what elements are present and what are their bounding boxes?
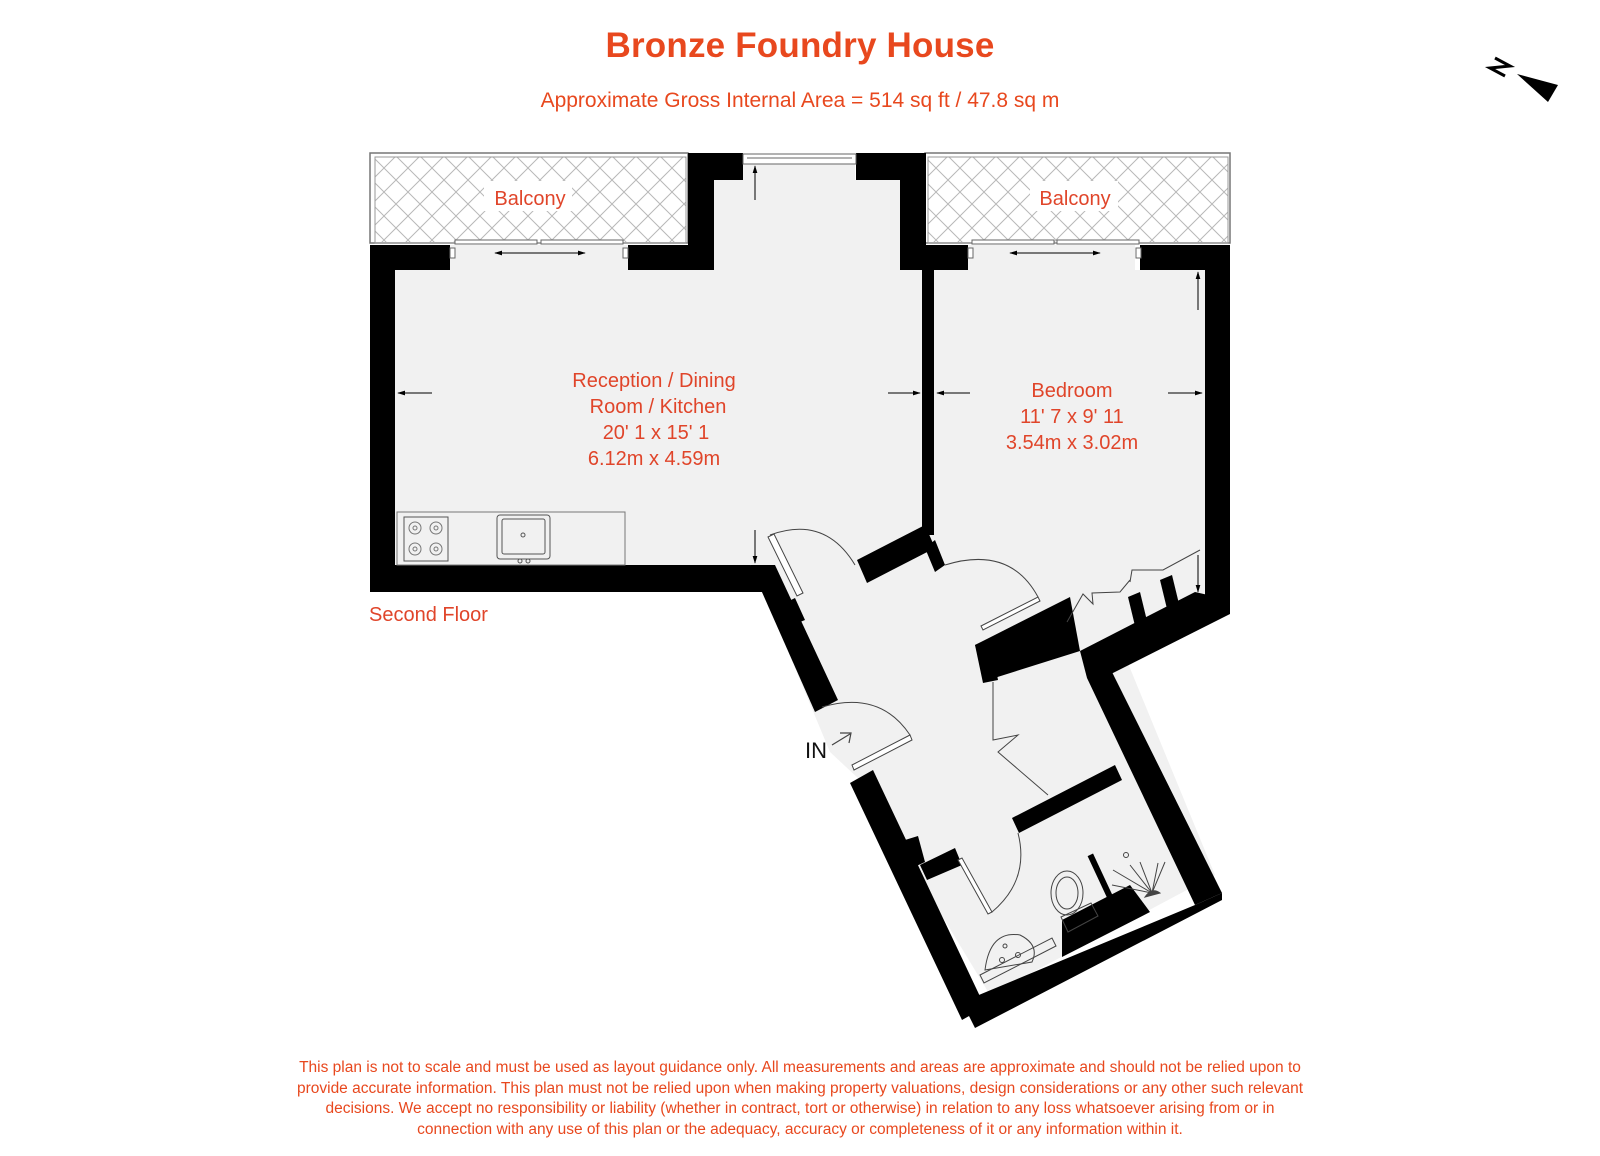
gross-internal-area: Approximate Gross Internal Area = 514 sq ft / 47.8 sq m — [540, 89, 1060, 112]
north-arrow-icon — [1490, 58, 1558, 102]
property-title: Bronze Foundry House — [605, 26, 995, 65]
reception-label-line1: Reception / Dining — [572, 370, 736, 392]
balcony-right-label: Balcony — [1039, 188, 1111, 210]
floor-label: Second Floor — [369, 604, 488, 626]
bedroom-dimensions-metric: 3.54m x 3.02m — [1005, 432, 1139, 454]
bedroom-dimensions-imperial: 11' 7 x 9' 11 — [1020, 406, 1124, 428]
balcony-left-label: Balcony — [494, 188, 566, 210]
disclaimer-line: provide accurate information. This plan must not be relied upon when making property valuations, design considerations or any other such relevant — [296, 1079, 1304, 1097]
reception-dimensions-imperial: 20' 1 x 15' 1 — [602, 422, 710, 444]
disclaimer-line: connection with any use of this plan or the adequacy, accuracy or completeness of it or any information within it. — [417, 1120, 1183, 1138]
reception-dimensions-metric: 6.12m x 4.59m — [587, 448, 721, 470]
entrance-label: IN — [805, 738, 827, 763]
disclaimer-line: This plan is not to scale and must be used as layout guidance only. All measurements and areas are approximate and should not be relied upon to — [299, 1059, 1301, 1076]
bedroom-label: Bedroom — [1031, 380, 1113, 402]
disclaimer — [220, 1058, 1380, 1140]
disclaimer-line: decisions. We accept no responsibility or liability (whether in contract, tort or otherwise) in relation to any loss whatsoever arising from or in — [325, 1100, 1275, 1117]
reception-label-line2: Room / Kitchen — [589, 396, 727, 418]
